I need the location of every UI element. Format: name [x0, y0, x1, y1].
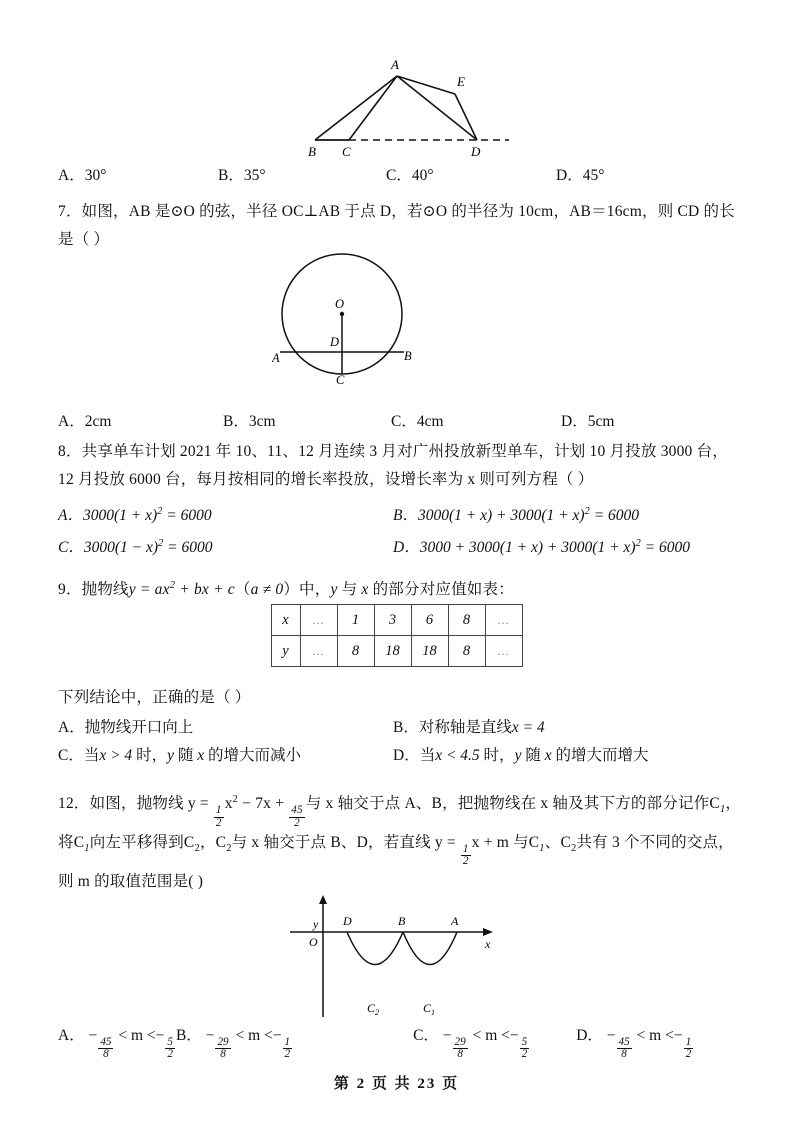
figure-q7-label-B: B [404, 349, 412, 363]
figure-q12-label-x: x [485, 937, 491, 951]
q8-option-c[interactable]: C．$3000(1 - x)^2 = 6000$ [58, 538, 213, 557]
figure-q12-label-B: B [398, 914, 406, 928]
figure-q6-label-D: D [470, 144, 480, 159]
q12-opt-d-frac1: $\frac{45}{8}$ [618, 1036, 630, 1061]
q7-stem-line1: 7．如图，AB 是⊙O 的弦，半径 OC⊥AB 于点 D，若⊙O 的半径为 10cm，AB＝16cm，则 CD 的长 [58, 203, 735, 220]
q12-option-b[interactable]: B． − $\frac{29}{8}$ < m <− $\frac{1}{2}$ [175, 1027, 291, 1061]
cell-x-0: … [300, 605, 337, 636]
q9-options-row2 [58, 742, 742, 770]
q12-option-d[interactable]: D． − $\frac{45}{8}$ < m <− $\frac{1}{2}$ [576, 1027, 692, 1061]
figure-q12-label-D: D [343, 914, 352, 928]
figure-q12-svg [285, 892, 500, 1017]
q12-options [58, 1022, 748, 1061]
q8-options-row2 [58, 530, 742, 562]
q6-option-d[interactable]: D．45° [556, 167, 605, 184]
cell-x-1: 1 [337, 605, 374, 636]
figure-q6-label-C: C [341, 144, 351, 159]
figure-q12-label-C2: $C_2$ [367, 1001, 380, 1017]
q12-option-c[interactable]: C． − $\frac{29}{8}$ < m <− $\frac{5}{2}$ [413, 1027, 528, 1061]
q12-fraction-half-1: $\frac{1}{2}$ [215, 804, 222, 829]
figure-q6 [0, 52, 793, 162]
figure-q6-label-E: E [456, 74, 465, 89]
figure-q7 [0, 252, 793, 384]
q6-option-a[interactable]: A．30° [58, 167, 107, 184]
figure-q12-label-C1: $C_1$ [423, 1001, 436, 1017]
figure-q12 [0, 892, 793, 1017]
table-row-x [271, 605, 522, 636]
q8-option-b[interactable]: B．$3000(1 + x) + 3000(1 + x)^2 = 6000$ [393, 506, 640, 525]
q7-options [58, 408, 738, 436]
q9-prompt: 下列结论中，正确的是（ ） [58, 689, 251, 706]
q12-stem-line2 [58, 829, 748, 868]
q9-options [58, 714, 742, 770]
cell-y-2: 18 [374, 636, 411, 667]
figure-q7-svg [272, 252, 432, 384]
q8-stem [58, 438, 742, 494]
q7-option-b[interactable]: B．3cm [223, 413, 276, 430]
figure-q7-label-D: D [330, 335, 340, 349]
cell-x-3: 6 [411, 605, 448, 636]
cell-x-5: … [485, 605, 522, 636]
figure-q6-label-A: A [390, 57, 399, 72]
q7-stem [58, 198, 742, 254]
q12-opt-c-frac1: $\frac{29}{8}$ [454, 1036, 466, 1061]
q6-options [58, 162, 738, 190]
cell-x-label: x [271, 605, 300, 636]
q9-option-b[interactable]: B．对称轴是直线x = 4 [393, 719, 545, 736]
q12-opt-c-frac2: $\frac{5}{2}$ [521, 1036, 528, 1061]
q8-stem-line1: 8．共享单车计划 2021 年 10、11、12 月连续 3 月对广州投放新型单车，计划 10 月投放 3000 台， [58, 443, 728, 460]
q9-option-d[interactable]: D．当x < 4.5 时，y 随 x 的增大而增大 [393, 747, 649, 764]
q12-line2-p2: x + m 与$C_1$、$C_2$共有 3 个不同的交点， [471, 833, 734, 855]
figure-q12-label-y: y [313, 917, 319, 931]
q12-opt-a-frac2: $\frac{5}{2}$ [167, 1036, 173, 1061]
q12-stem-line1 [58, 786, 748, 829]
cell-y-0: … [300, 636, 337, 667]
q12-option-a[interactable]: A． − $\frac{45}{8}$ < m <− $\frac{5}{2}$ [58, 1027, 173, 1061]
q8-option-a[interactable]: A．$3000(1 + x)^2 = 6000$ [58, 506, 212, 525]
q12-line1-p3: 与 x 轴交于点 A、B，把抛物线在 x 轴及其下方的部分记作$C_1$， [305, 795, 742, 816]
figure-q7-label-O: O [335, 297, 345, 311]
q7-stem-line2: 是（ ） [58, 231, 110, 248]
q9-stem-line1: 9．抛物线$y = ax^2$ + bx + c（a ≠ 0）中，y 与 x 的部分对应值如表： [58, 580, 514, 599]
q6-option-c[interactable]: C．40° [386, 167, 434, 184]
q7-option-a[interactable]: A．2cm [58, 413, 112, 430]
q8-option-d[interactable]: D．$3000 + 3000(1 + x) + 3000(1 + x)^2 = 6000$ [393, 538, 690, 557]
q8-options [58, 498, 742, 562]
page-footer: 第 2 页 共 23 页 [333, 1076, 460, 1092]
q12-fraction-45-2: $\frac{45}{2}$ [291, 804, 303, 829]
q12-line2-p1: 将$C_1$向左平移得到$C_2$，$C_2$与 x 轴交于点 B、D，若直线 y = [58, 833, 460, 855]
q9-table-wrap [0, 598, 793, 671]
cell-y-label: y [271, 636, 300, 667]
q12-line1-p1: 12．如图，抛物线 y = [58, 795, 213, 813]
figure-q12-label-O: O [309, 935, 318, 949]
cell-y-4: 8 [448, 636, 485, 667]
cell-x-4: 8 [448, 605, 485, 636]
figure-q12-label-A: A [451, 914, 459, 928]
cell-y-1: 8 [337, 636, 374, 667]
q12-stem-line3: 则 m 的取值范围是( ) [58, 872, 204, 890]
figure-q7-label-C: C [336, 373, 345, 384]
q7-option-d[interactable]: D．5cm [561, 413, 615, 430]
q6-option-b[interactable]: B．35° [218, 167, 266, 184]
figure-q6-label-B: B [307, 144, 316, 159]
figure-q7-label-A: A [272, 351, 280, 365]
cell-x-2: 3 [374, 605, 411, 636]
q12-stem [58, 786, 748, 896]
q9-options-row1 [58, 714, 742, 742]
q9-option-a[interactable]: A．抛物线开口向上 [58, 719, 194, 736]
cell-y-3: 18 [411, 636, 448, 667]
q12-opt-a-frac1: $\frac{45}{8}$ [100, 1036, 112, 1061]
q7-option-c[interactable]: C．4cm [391, 413, 444, 430]
q12-line1-p2: $x^2 - 7x$ + [224, 794, 289, 813]
q12-opt-b-frac2: $\frac{1}{2}$ [284, 1036, 291, 1061]
q9-option-c[interactable]: C．当x > 4 时，y 随 x 的增大而减小 [58, 747, 302, 764]
cell-y-5: … [485, 636, 522, 667]
table-row-y [271, 636, 522, 667]
figure-q6-svg [277, 52, 517, 162]
q12-opt-b-frac1: $\frac{29}{8}$ [217, 1036, 229, 1061]
q8-options-row1 [58, 498, 742, 530]
q9-value-table [271, 604, 523, 667]
q12-opt-d-frac2: $\frac{1}{2}$ [685, 1036, 692, 1061]
q12-fraction-half-2: $\frac{1}{2}$ [462, 842, 469, 868]
q8-stem-line2: 12 月投放 6000 台，每月按相同的增长率投放，设增长率为 x 则可列方程（ ） [58, 471, 594, 488]
